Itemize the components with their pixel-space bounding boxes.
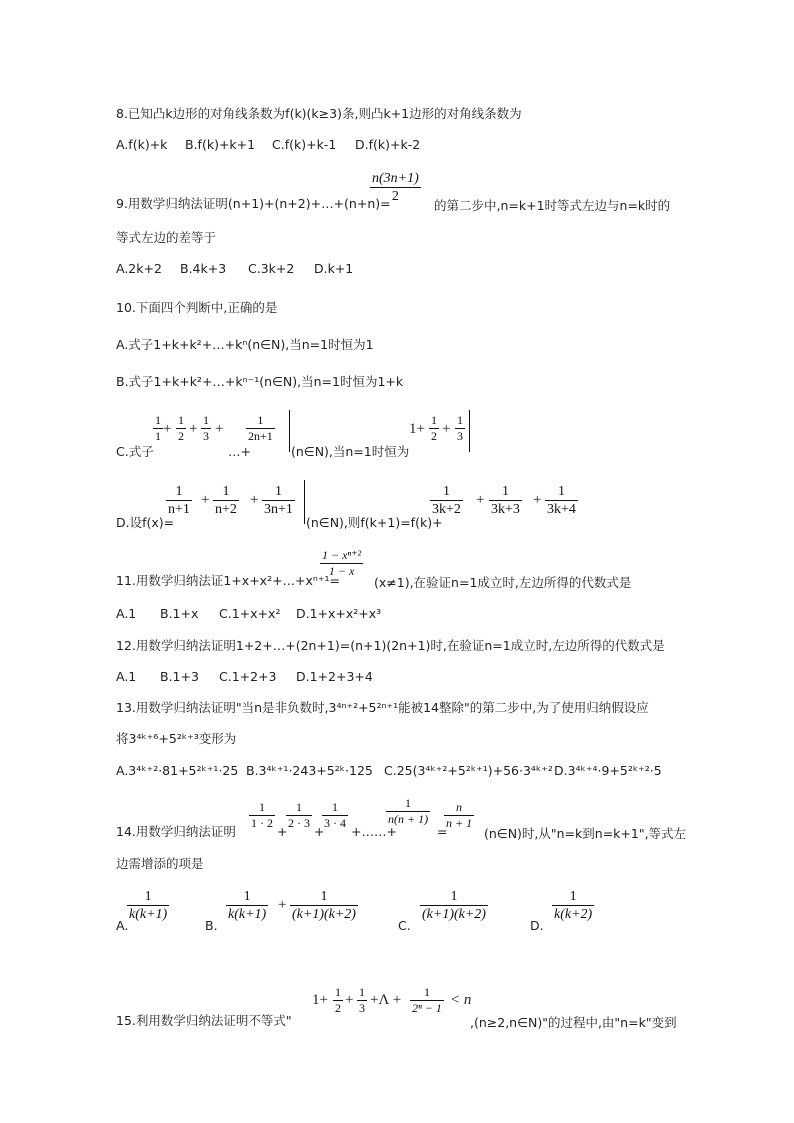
q13-line2: 将3⁴ᵏ⁺⁶+5²ᵏ⁺³变形为: [116, 731, 237, 746]
q14-suffix: (n∈N)时,从"n=k到n=k+1",等式左: [484, 826, 687, 841]
q10d-frac-2: 1 n+2: [215, 484, 237, 517]
q14-frac-2: 1 2 · 3: [288, 800, 310, 830]
q13-option-c: C.25(3⁴ᵏ⁺²+5²ᵏ⁺¹)+56·3⁴ᵏ⁺²: [384, 763, 553, 778]
q15-suffix: ,(n≥2,n∈N)"的过程中,由"n=k"变到: [470, 1015, 677, 1030]
q15-prefix: 15.利用数学归纳法证明不等式": [116, 1013, 292, 1028]
q9-option-a: A.2k+2: [116, 261, 162, 276]
q11-prefix: 11.用数学归纳法证1+x+x²+…+xⁿ⁺¹=: [116, 573, 340, 588]
q10c-result-bar: [469, 410, 470, 452]
q10d-frac-1: 1 n+1: [168, 484, 190, 517]
q15-frac-2: 1 3: [359, 985, 365, 1015]
q10-option-c-prefix: C.式子: [116, 444, 154, 459]
q15-lambda: +Λ +: [370, 992, 402, 1008]
q9-suffix: 的第二步中,n=k+1时等式左边与n=k时的: [434, 198, 671, 213]
q14-option-c-frac: 1 (k+1)(k+2): [422, 889, 486, 922]
q10d-plus-1: +: [201, 492, 210, 508]
q11-option-b: B.1+x: [160, 606, 199, 621]
q8-option-a: A.f(k)+k: [116, 137, 168, 152]
q10c-frac-general: 1 2n+1: [248, 413, 273, 443]
q12-option-c: C.1+2+3: [219, 669, 277, 684]
q10c-plus-2: +: [189, 421, 198, 437]
q14-rhs-frac: n n + 1: [446, 800, 473, 830]
q15-frac-1: 1 2: [335, 985, 341, 1015]
q12-stem: 12.用数学归纳法证明1+2+…+(2n+1)=(n+1)(2n+1)时,在验证n=1成立时,左边所得的代数式是: [116, 638, 665, 653]
q9-option-d: D.k+1: [314, 261, 354, 276]
q12-option-b: B.1+3: [160, 669, 199, 684]
q14-prefix: 14.用数学归纳法证明: [116, 824, 236, 839]
q11-option-c: C.1+x+x²: [219, 606, 281, 621]
q9-option-c: C.3k+2: [248, 261, 295, 276]
q14-plus-2: +: [314, 824, 325, 839]
q8-stem: 8.已知凸k边形的对角线条数为f(k)(k≥3)条,则凸k+1边形的对角线条数为: [116, 106, 522, 121]
q10c-result-lead: 1+: [409, 421, 425, 437]
q15-lt-n: < n: [450, 992, 472, 1008]
q8-option-b: B.f(k)+k+1: [185, 137, 256, 152]
q14-option-c-label: C.: [398, 918, 411, 933]
q9-frac-denominator: 2: [391, 189, 399, 204]
q14-frac-3: 1 3 · 4: [324, 800, 346, 830]
q10d-right-frac-3: 1 3k+4: [547, 484, 576, 517]
q10c-result-frac-2: 1 3: [457, 413, 463, 443]
q10-option-d-mid: (n∈N),则f(k+1)=f(k)+: [306, 515, 443, 530]
q13-option-b: B.3⁴ᵏ⁺¹·243+5²ᵏ·125: [246, 763, 373, 778]
q14-dots: +……+: [351, 824, 397, 839]
q13-option-d: D.3⁴ᵏ⁺⁴·9+5²ᵏ⁺²·5: [554, 763, 662, 778]
q10c-frac-2: 1 2: [178, 413, 184, 443]
q10c-dots: …+: [228, 444, 251, 459]
q10d-plus-3: +: [476, 492, 485, 508]
q10d-plus-2: +: [250, 492, 259, 508]
q11-option-a: A.1: [116, 606, 137, 621]
q14-plus-1: +: [277, 824, 288, 839]
q14-frac-general: 1 n(n + 1): [388, 796, 429, 826]
q10-option-c-mid: (n∈N),当n=1时恒为: [291, 444, 410, 459]
q15-lead: 1+: [312, 992, 328, 1008]
q14-option-a-label: A.: [116, 918, 129, 933]
q10c-frac-3: 1 3: [203, 413, 209, 443]
q14-option-b-frac-2: 1 (k+1)(k+2): [292, 889, 356, 922]
q15-frac-last: 1 2ⁿ − 1: [412, 985, 442, 1015]
q8-option-c: C.f(k)+k-1: [272, 137, 337, 152]
q10c-plus-1: +: [163, 421, 172, 437]
q10d-abs-bar: [304, 480, 305, 524]
q10-stem: 10.下面四个判断中,正确的是: [116, 300, 278, 315]
q8-option-d: D.f(k)+k-2: [355, 137, 421, 152]
q9-fraction: [370, 170, 421, 205]
q9-line2: 等式左边的差等于: [116, 230, 217, 245]
q10c-result-plus: +: [442, 421, 451, 437]
q11-option-d: D.1+x+x²+x³: [296, 606, 382, 621]
q12-option-a: A.1: [116, 669, 137, 684]
q14-option-a-frac: 1 k(k+1): [129, 889, 168, 922]
q11-suffix: (x≠1),在验证n=1成立时,左边所得的代数式是: [374, 575, 632, 590]
q10d-right-frac-2: 1 3k+3: [491, 484, 520, 517]
q10d-right-frac-1: 1 3k+2: [432, 484, 461, 517]
q10d-frac-3: 1 3n+1: [264, 484, 293, 517]
q10c-plus-3: +: [215, 421, 224, 437]
q10c-frac-1: 1 1: [155, 413, 161, 443]
q14-option-b-frac-1: 1 k(k+1): [228, 889, 267, 922]
q9-prefix: 9.用数学归纳法证明(n+1)+(n+2)+…+(n+n)=: [116, 196, 391, 211]
q14-option-b-plus: +: [278, 897, 287, 913]
q11-fraction: 1 − xⁿ⁺² 1 − x: [322, 548, 362, 578]
q14-frac-1: 1 1 · 2: [251, 800, 273, 830]
q9-frac-numerator: n(3n+1): [372, 171, 419, 186]
q10-option-b: B.式子1+k+k²+…+kⁿ⁻¹(n∈N),当n=1时恒为1+k: [116, 374, 404, 389]
q10d-plus-4: +: [533, 492, 542, 508]
q10c-result-frac-1: 1 2: [431, 413, 437, 443]
q14-option-d-frac: 1 k(k+2): [554, 889, 593, 922]
q9-option-b: B.4k+3: [180, 261, 227, 276]
q15-plus-1: +: [345, 992, 354, 1008]
q14-option-b-label: B.: [205, 918, 218, 933]
q13-option-a: A.3⁴ᵏ⁺²·81+5²ᵏ⁺¹·25: [116, 763, 239, 778]
q14-equals: =: [437, 824, 448, 839]
q10-option-d-prefix: D.设f(x)=: [116, 515, 175, 530]
q14-option-d-label: D.: [530, 918, 544, 933]
q10c-abs-bar: [289, 410, 290, 452]
q13-line1: 13.用数学归纳法证明"当n是非负数时,3⁴ⁿ⁺²+5²ⁿ⁺¹能被14整除"的第二步中,为了使用归纳假设应: [116, 700, 649, 715]
q12-option-d: D.1+2+3+4: [296, 669, 373, 684]
q10-option-a: A.式子1+k+k²+…+kⁿ(n∈N),当n=1时恒为1: [116, 337, 374, 352]
q14-line2: 边需增添的项是: [116, 856, 204, 871]
